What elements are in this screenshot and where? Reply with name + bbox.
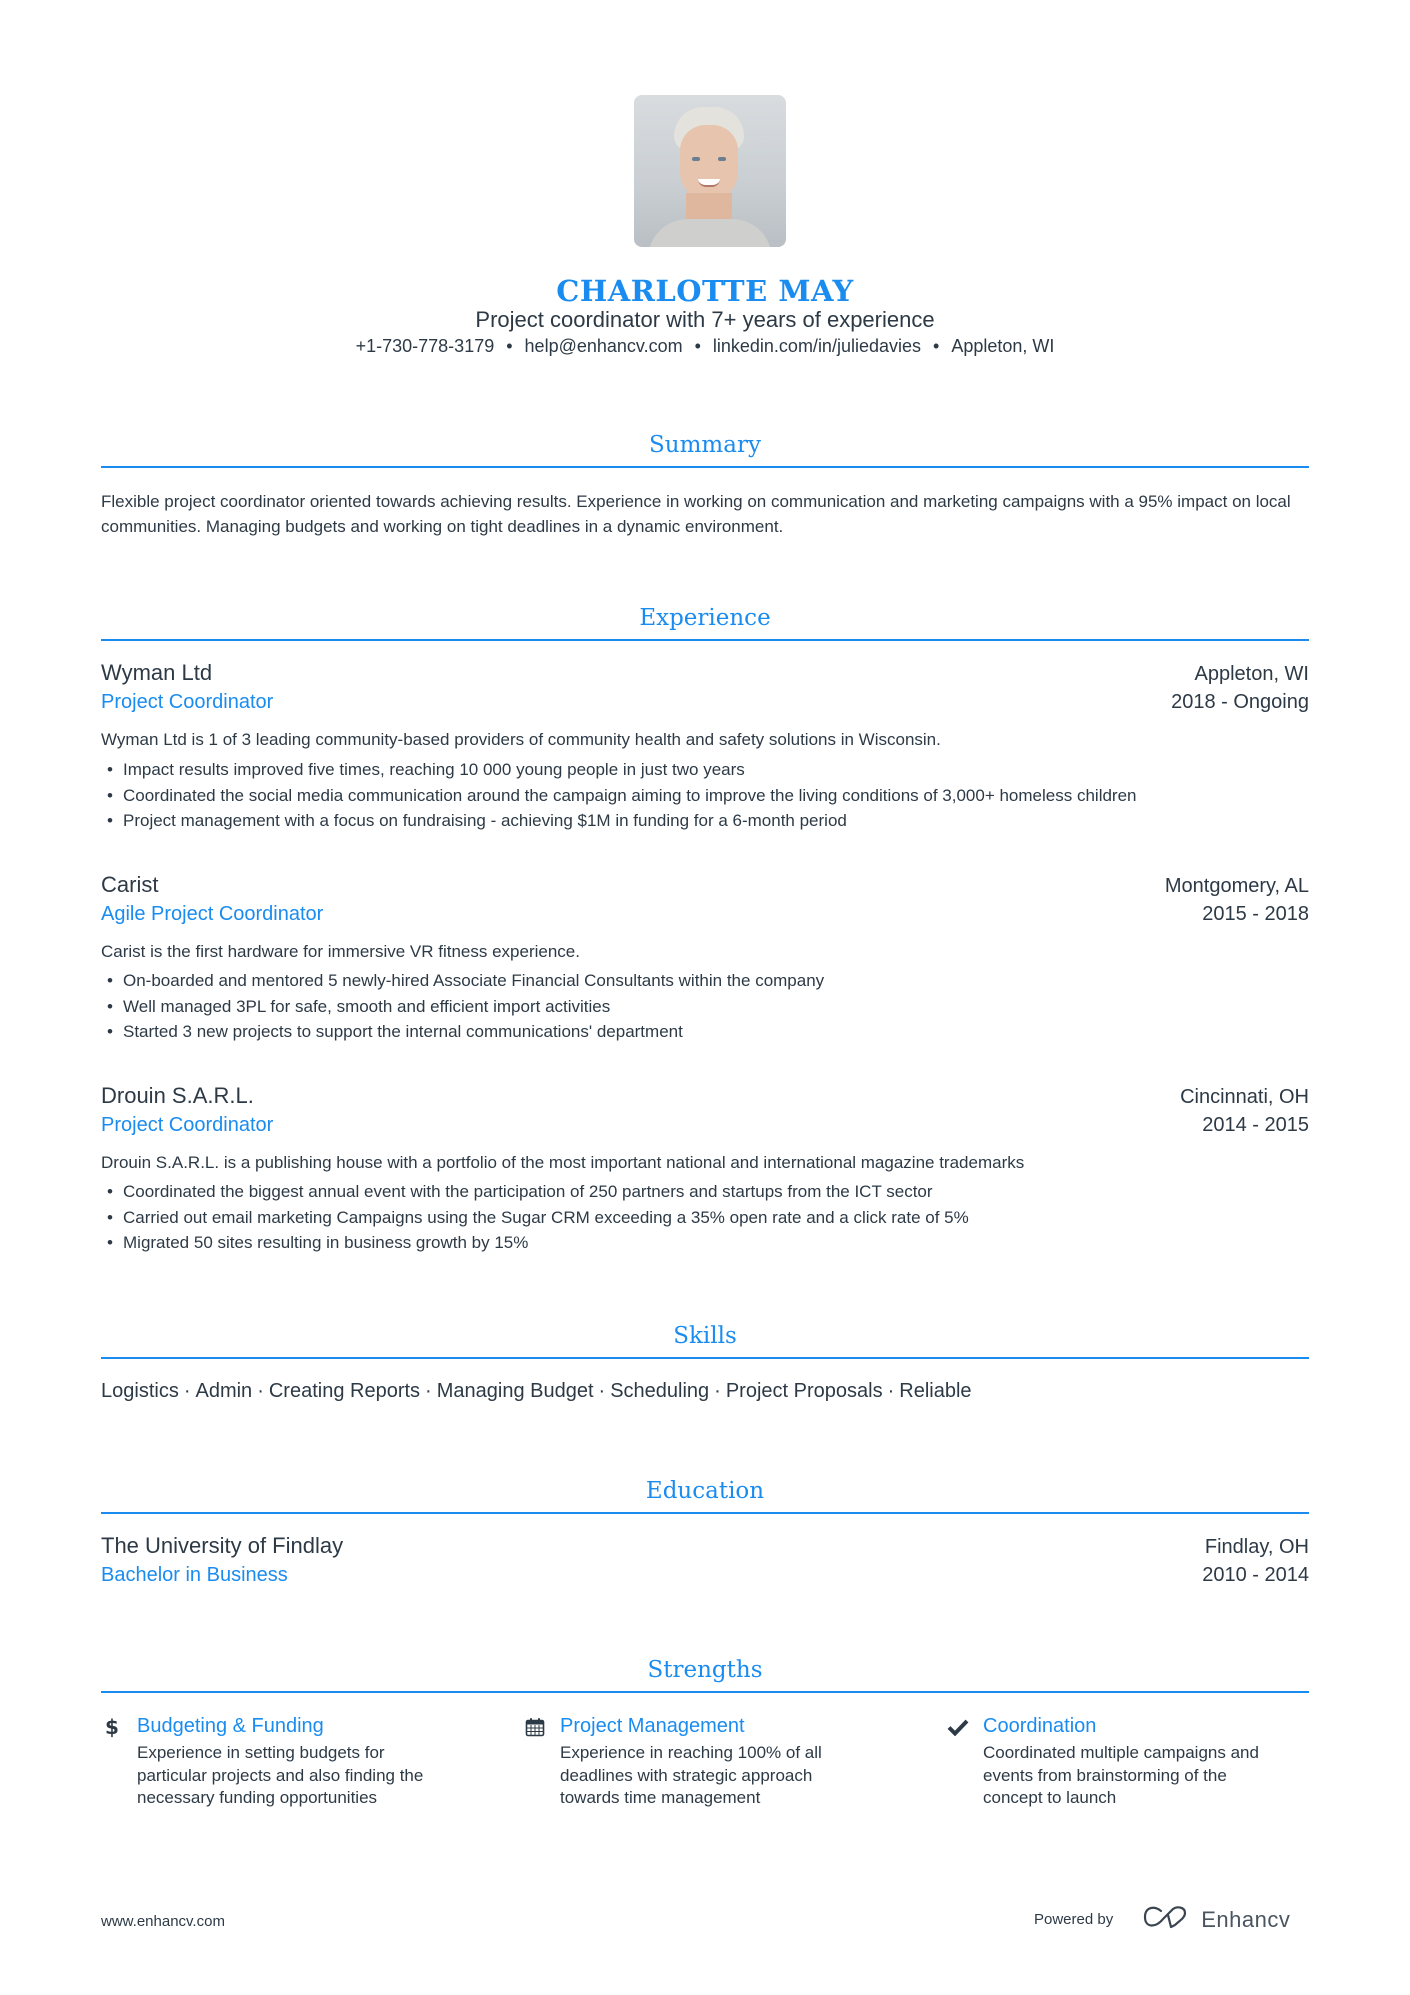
- section-divider: [101, 639, 1309, 641]
- strength-item: [947, 1715, 1327, 1810]
- degree: Bachelor in Business: [101, 1564, 288, 1586]
- list-item: • Project management with a focus on fundraising - achieving $1M in funding for a 6-month period: [101, 808, 1309, 834]
- achievement-list: [101, 757, 1309, 834]
- experience-subheader: [101, 903, 1309, 926]
- list-item: • Migrated 50 sites resulting in business growth by 15%: [101, 1230, 1309, 1256]
- job-location: Montgomery, AL: [1164, 875, 1309, 897]
- section-divider: [101, 466, 1309, 468]
- job-dates: 2015 - 2018: [1202, 903, 1309, 925]
- separator: ·: [714, 1380, 721, 1402]
- enhancv-logo-text: Enhancv: [1201, 1906, 1291, 1932]
- company-description: Carist is the first hardware for immersive VR fitness experience.: [101, 942, 580, 961]
- location: Appleton, WI: [951, 336, 1055, 356]
- job-title: Project Coordinator: [101, 1114, 274, 1136]
- separator: ·: [425, 1380, 432, 1402]
- list-item: • Coordinated the biggest annual event with the participation of 250 partners and startups from the ICT sector: [101, 1179, 1309, 1205]
- education-subheader: [101, 1564, 1309, 1587]
- summary-text: Flexible project coordinator oriented towards achieving results. Experience in working on communication and marketing campaigns with a 95% impact on local communities. Managing budgets and working on tight deadlines in a dynamic environment.: [101, 492, 1291, 536]
- education-header: [101, 1533, 1309, 1559]
- separator: ·: [598, 1380, 606, 1402]
- section-divider: [101, 1357, 1309, 1359]
- footer-website-link[interactable]: www.enhancv.com: [101, 1913, 225, 1930]
- separator: ·: [257, 1380, 264, 1402]
- enhancv-logo-icon: [1141, 1905, 1189, 1934]
- experience-header: [101, 660, 1309, 686]
- separator: •: [933, 336, 940, 356]
- section-divider: [101, 1691, 1309, 1693]
- school-name: The University of Findlay: [101, 1533, 344, 1558]
- skill-item: Scheduling: [610, 1380, 710, 1402]
- list-item: • Impact results improved five times, reaching 10 000 young people in just two years: [101, 757, 1309, 783]
- job-location: Cincinnati, OH: [1180, 1086, 1309, 1108]
- phone[interactable]: +1-730-778-3179: [355, 336, 495, 356]
- powered-by-label: Powered by: [1034, 1911, 1114, 1928]
- candidate-subtitle: Project coordinator with 7+ years of experience: [475, 307, 935, 332]
- section-title-summary: Summary: [649, 432, 761, 458]
- separator: ·: [183, 1380, 191, 1402]
- company-description: Wyman Ltd is 1 of 3 leading community-based providers of community health and safety solutions in Wisconsin.: [101, 730, 941, 749]
- education-dates: 2010 - 2014: [1202, 1564, 1309, 1586]
- company-name: Wyman Ltd: [101, 660, 213, 685]
- strength-description: Experience in reaching 100% of all deadlines with strategic approach towards time management: [560, 1743, 822, 1807]
- skill-item: Project Proposals: [725, 1380, 883, 1402]
- section-title-strengths: Strengths: [647, 1657, 763, 1683]
- skill-item: Managing Budget: [436, 1380, 594, 1402]
- list-item: • Started 3 new projects to support the internal communications' department: [101, 1019, 1309, 1045]
- job-title: Project Coordinator: [101, 691, 274, 713]
- school-location: Findlay, OH: [1204, 1536, 1309, 1558]
- list-item: • On-boarded and mentored 5 newly-hired Associate Financial Consultants within the company: [101, 968, 1309, 994]
- skill-item: Reliable: [899, 1380, 972, 1402]
- strength-title: Budgeting & Funding: [137, 1715, 324, 1737]
- achievement-list: [101, 968, 1309, 1045]
- section-divider: [101, 1512, 1309, 1514]
- strength-title: Project Management: [560, 1715, 745, 1737]
- strength-item: [524, 1715, 904, 1810]
- separator: •: [694, 336, 701, 356]
- skill-item: Creating Reports: [268, 1380, 421, 1402]
- section-title-education: Education: [645, 1478, 765, 1504]
- company-name: Carist: [101, 872, 159, 897]
- experience-subheader: [101, 691, 1309, 714]
- job-location: Appleton, WI: [1194, 663, 1309, 685]
- achievement-list: [101, 1179, 1309, 1256]
- job-title: Agile Project Coordinator: [101, 903, 324, 925]
- job-dates: 2018 - Ongoing: [1171, 691, 1309, 713]
- calendar-icon: [524, 1716, 546, 1738]
- contact-line: [0, 336, 1410, 357]
- skill-item: Admin: [195, 1380, 253, 1402]
- separator: •: [506, 336, 513, 356]
- email[interactable]: help@enhancv.com: [524, 336, 683, 356]
- section-title-experience: Experience: [639, 605, 771, 631]
- experience-subheader: [101, 1114, 1309, 1137]
- linkedin-link[interactable]: linkedin.com/in/juliedavies: [712, 336, 921, 356]
- job-dates: 2014 - 2015: [1202, 1114, 1309, 1136]
- experience-header: [101, 872, 1309, 898]
- profile-photo: [634, 95, 786, 247]
- strength-description: Coordinated multiple campaigns and events from brainstorming of the concept to launch: [983, 1743, 1259, 1807]
- list-item: • Coordinated the social media communication around the campaign aiming to improve the living conditions of 3,000+ homeless children: [101, 783, 1309, 809]
- list-item: • Well managed 3PL for safe, smooth and efficient import activities: [101, 994, 1309, 1020]
- section-title-skills: Skills: [673, 1323, 737, 1349]
- dollar-icon: [101, 1716, 123, 1738]
- company-description: Drouin S.A.R.L. is a publishing house with a portfolio of the most important national and international magazine trademarks: [101, 1153, 1025, 1172]
- powered-by: [1034, 1905, 1290, 1934]
- strength-item: [101, 1715, 481, 1810]
- svg-text:$: $: [105, 1715, 119, 1738]
- strength-description: Experience in setting budgets for particular projects and also finding the necessary funding opportunities: [137, 1743, 424, 1807]
- candidate-name: CHARLOTTE MAY: [556, 274, 854, 308]
- list-item: • Carried out email marketing Campaigns using the Sugar CRM exceeding a 35% open rate and a click rate of 5%: [101, 1205, 1309, 1231]
- skills-list: [101, 1380, 1309, 1403]
- strength-title: Coordination: [983, 1715, 1097, 1737]
- experience-header: [101, 1083, 1309, 1109]
- separator: ·: [887, 1380, 895, 1402]
- company-name: Drouin S.A.R.L.: [101, 1083, 254, 1108]
- checkmark-icon: [947, 1716, 969, 1738]
- skill-item: Logistics: [101, 1380, 179, 1402]
